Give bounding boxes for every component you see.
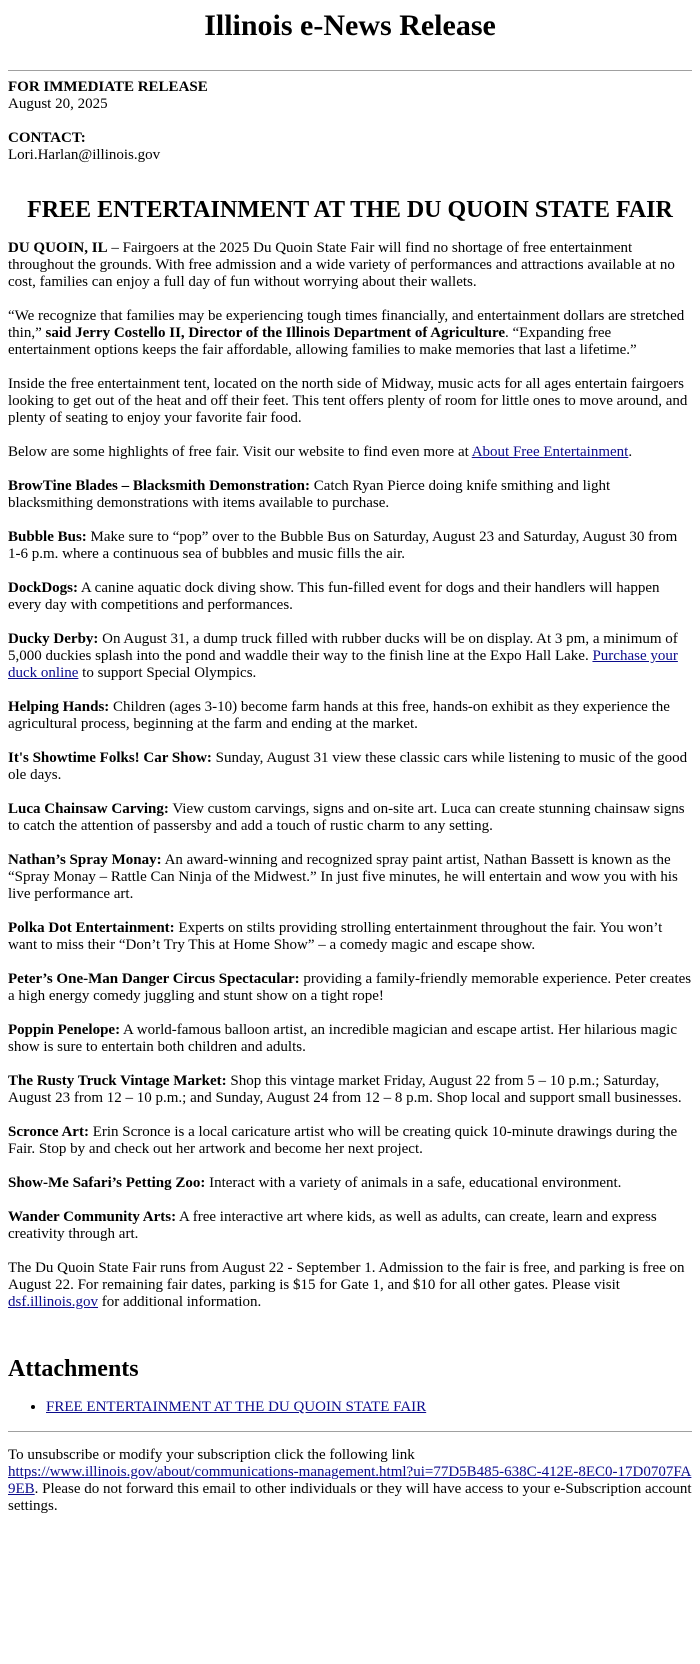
quote-text-end: . “Expanding free entertainment options keeps the fair affordable, allowing families to make memories that last a lifetime.”	[8, 325, 637, 358]
highlight-item	[8, 1124, 692, 1158]
quote-text: “We recognize that families may be experiencing tough times financially, and entertainment dollars are stretched thin,”	[8, 308, 685, 341]
highlight-text: Shop this vintage market Friday, August 22 from 5 – 10 p.m.; Saturday, August 23 from 12 – 10 p.m.; and Sunday, August 24 from 12 – 8 p.m. Shop local and support small businesses.	[8, 1073, 682, 1106]
attachment-item	[46, 1399, 692, 1416]
unsubscribe-text: To unsubscribe or modify your subscription click the following link	[8, 1447, 415, 1463]
highlight-text: providing a family-friendly memorable experience. Peter creates a high energy comedy juggling and stunt show on a tight rope!	[8, 971, 692, 1004]
highlight-item	[8, 631, 692, 682]
highlight-text: A canine aquatic dock diving show. This fun-filled event for dogs and their handlers will happen every day with competitions and performances.	[8, 580, 660, 613]
highlight-item	[8, 580, 692, 614]
release-title: FREE ENTERTAINMENT AT THE DU QUOIN STATE FAIR	[27, 197, 673, 223]
highlight-name: Ducky Derby:	[8, 631, 99, 647]
highlight-name: Scronce Art:	[8, 1124, 89, 1140]
highlight-text: View custom carvings, signs and on-site art. Luca can create stunning chainsaw signs to catch the attention of passersby and add a touch of rustic charm to any setting.	[8, 801, 685, 834]
highlight-text: Children (ages 3-10) become farm hands at this free, hands-on exhibit as they experience the agricultural process, beginning at the farm and ending at the market.	[8, 699, 670, 732]
highlights-intro	[8, 444, 692, 461]
highlights-text: Below are some highlights of free fair. Visit our website to find even more at	[8, 444, 472, 460]
highlight-name: Helping Hands:	[8, 699, 110, 715]
highlight-text: A free interactive art where kids, as well as adults, can create, learn and express creativity through art.	[8, 1209, 657, 1242]
intro-paragraph	[8, 240, 692, 291]
release-date: August 20, 2025	[8, 96, 108, 112]
highlight-text: Make sure to “pop” over to the Bubble Bus on Saturday, August 23 and Saturday, August 30 from 1-6 p.m. where a continuous sea of bubbles and music fills the air.	[8, 529, 678, 562]
highlight-item	[8, 852, 692, 903]
highlights-list	[8, 478, 692, 1243]
highlight-name: The Rusty Truck Vintage Market:	[8, 1073, 227, 1089]
contact-email: Lori.Harlan@illinois.gov	[8, 147, 161, 163]
highlight-text: Catch Ryan Pierce doing knife smithing and light blacksmithing demonstrations with items available to purchase.	[8, 478, 611, 511]
quote-paragraph	[8, 308, 692, 359]
footer-divider	[8, 1431, 692, 1432]
closing-end: for additional information.	[98, 1294, 262, 1310]
attachments-list	[8, 1399, 692, 1416]
footer-notice: . Please do not forward this email to other individuals or they will have access to your e-Subscription account settings.	[8, 1481, 692, 1514]
highlight-name: BrowTine Blades – Blacksmith Demonstration:	[8, 478, 310, 494]
highlight-name: DockDogs:	[8, 580, 78, 596]
highlight-item	[8, 971, 692, 1005]
highlight-name: Bubble Bus:	[8, 529, 87, 545]
highlight-item	[8, 1209, 692, 1243]
highlight-text: Erin Scronce is a local caricature artist who will be creating quick 10-minute drawings during the Fair. Stop by and check out her artwork and become her next project.	[8, 1124, 678, 1157]
highlight-item	[8, 699, 692, 733]
highlight-text: On August 31, a dump truck filled with rubber ducks will be on display. At 3 pm, a minimum of 5,000 duckies splash into the pond and waddle their way to the finish line at the Expo Hall Lake.	[8, 631, 678, 664]
highlights-end: .	[628, 444, 633, 460]
highlight-name: Show-Me Safari’s Petting Zoo:	[8, 1175, 206, 1191]
about-free-entertainment-link[interactable]: About Free Entertainment	[471, 444, 629, 460]
purchase-duck-link[interactable]: Purchase your duck online	[8, 648, 678, 681]
highlight-text: Interact with a variety of animals in a safe, educational environment.	[205, 1175, 622, 1191]
release-label: FOR IMMEDIATE RELEASE	[8, 79, 208, 95]
highlight-text: An award-winning and recognized spray paint artist, Nathan Bassett is known as the “Spray Monay – Rattle Can Ninja of the Midwest.” In just five minutes, he will entertain and wow you with his live performance art.	[8, 852, 678, 902]
highlight-item	[8, 478, 692, 512]
attachments-title: Attachments	[8, 1356, 139, 1382]
highlight-name: Polka Dot Entertainment:	[8, 920, 175, 936]
page-title: Illinois e-News Release	[204, 9, 496, 42]
highlight-item	[8, 920, 692, 954]
highlight-name: Peter’s One-Man Danger Circus Spectacular:	[8, 971, 300, 987]
closing-text: The Du Quoin State Fair runs from August 22 - September 1. Admission to the fair is free, and parking is free on August 22. For remaining fair dates, parking is $15 for Gate 1, and $10 for all other gates. Please visit	[8, 1260, 685, 1293]
highlight-name: Wander Community Arts:	[8, 1209, 177, 1225]
highlight-text-after: to support Special Olympics.	[78, 665, 257, 681]
dsf-website-link[interactable]: dsf.illinois.gov	[8, 1294, 99, 1310]
highlight-name: Luca Chainsaw Carving:	[8, 801, 169, 817]
dateline: DU QUOIN, IL	[8, 240, 108, 256]
intro-text: – Fairgoers at the 2025 Du Quoin State Fair will find no shortage of free entertainment throughout the grounds. With free admission and a wide variety of performances and attractions available at no cost, families can enjoy a full day of fun without worrying about their wallets.	[8, 240, 675, 290]
highlight-text: A world-famous balloon artist, an incredible magician and escape artist. Her hilarious magic show is sure to entertain both children and adults.	[8, 1022, 678, 1055]
highlight-name: Poppin Penelope:	[8, 1022, 121, 1038]
quote-attribution: said Jerry Costello II, Director of the Illinois Department of Agriculture	[45, 325, 506, 341]
highlight-item	[8, 1022, 692, 1056]
header-divider	[8, 70, 692, 71]
highlight-name: It's Showtime Folks! Car Show:	[8, 750, 212, 766]
attachment-link[interactable]: FREE ENTERTAINMENT AT THE DU QUOIN STATE FAIR	[46, 1399, 427, 1415]
highlight-item	[8, 750, 692, 784]
highlight-name: Nathan’s Spray Monay:	[8, 852, 162, 868]
highlight-item	[8, 529, 692, 563]
highlight-text: Experts on stilts providing strolling entertainment throughout the fair. You won’t want to miss their “Don’t Try This at Home Show” – a comedy magic and escape show.	[8, 920, 663, 953]
highlight-text: Sunday, August 31 view these classic cars while listening to music of the good ole days.	[8, 750, 688, 783]
unsubscribe-link[interactable]: https://www.illinois.gov/about/communications-management.html?ui=77D5B485-638C-412E-8EC0-17D0707FA9EB	[8, 1464, 692, 1497]
release-meta	[8, 79, 692, 164]
highlight-item	[8, 1175, 692, 1192]
closing-paragraph	[8, 1260, 692, 1311]
tent-paragraph: Inside the free entertainment tent, located on the north side of Midway, music acts for all ages entertain fairgoers looking to get out of the heat and off their feet. This tent offers plenty of room for little ones to move around, and plenty of seating to enjoy your favorite fair food.	[8, 376, 688, 426]
highlight-item	[8, 801, 692, 835]
contact-label: CONTACT:	[8, 130, 86, 146]
highlight-item	[8, 1073, 692, 1107]
footer	[8, 1447, 692, 1515]
